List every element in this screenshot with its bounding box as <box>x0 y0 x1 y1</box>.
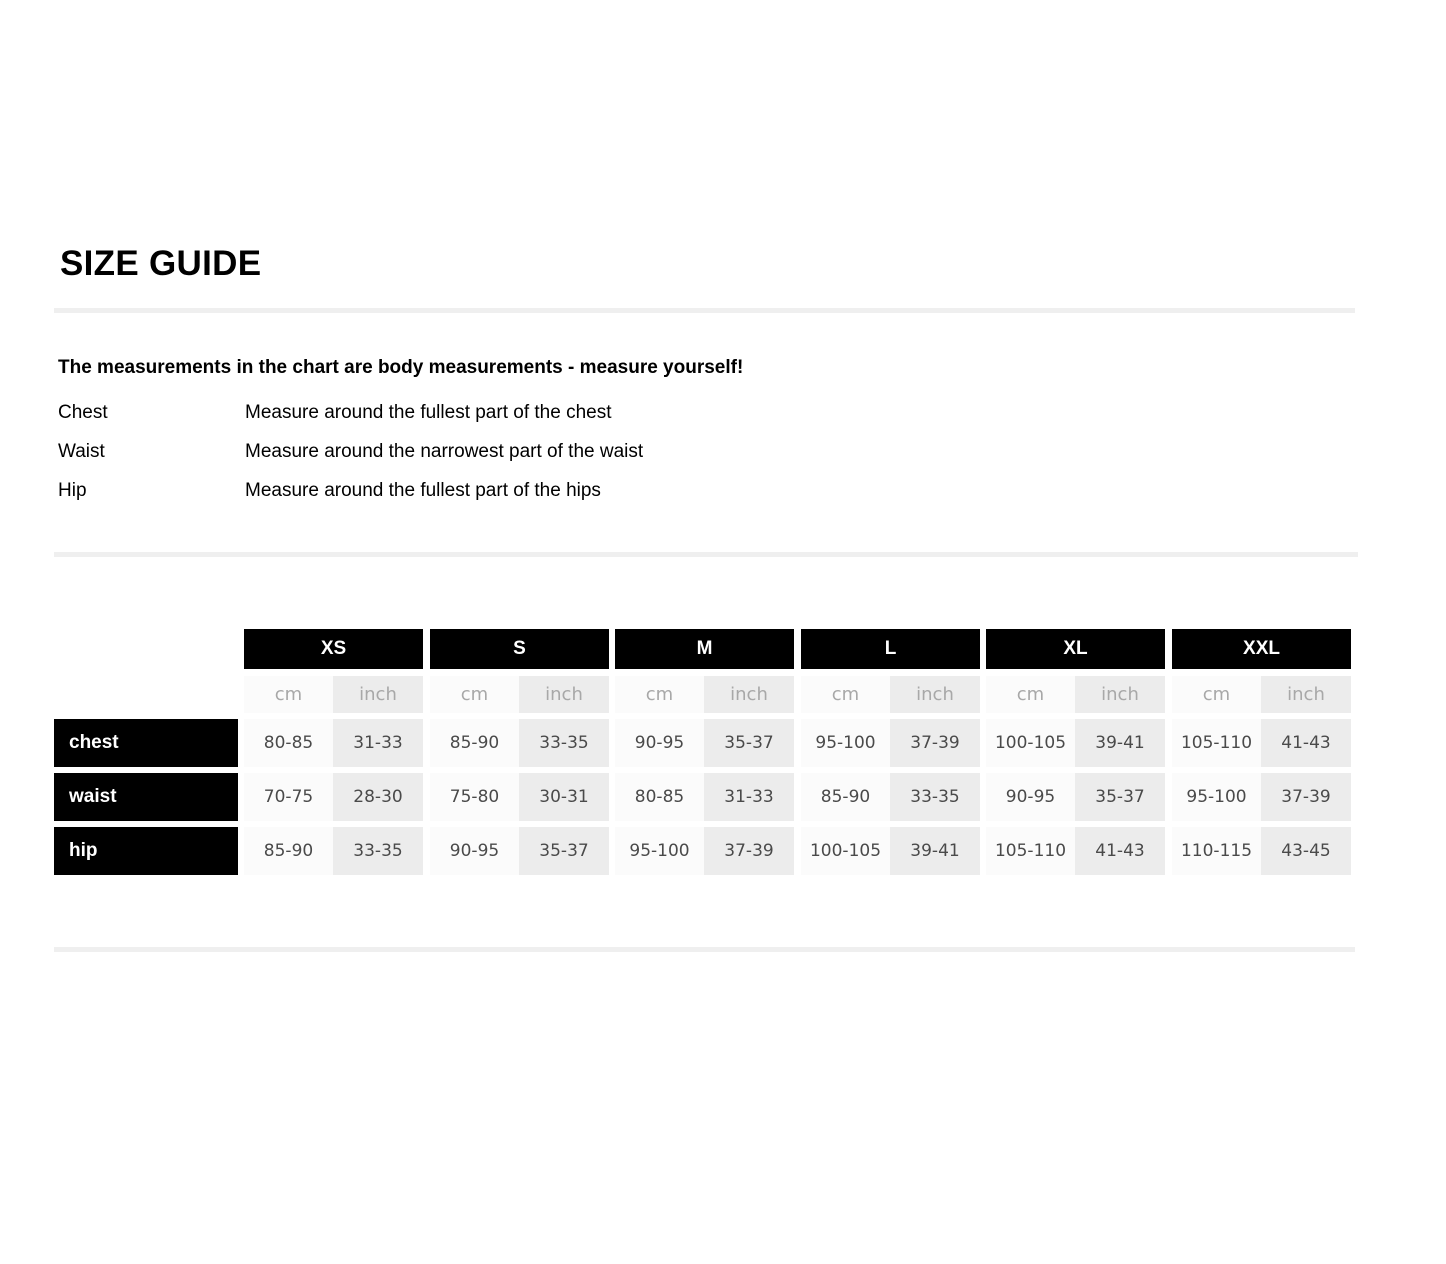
row-label-hip: hip <box>54 827 238 875</box>
size-header-xs: XS <box>244 629 423 669</box>
measure-description: Measure around the fullest part of the hips <box>245 480 601 501</box>
unit-label-inch: inch <box>1261 676 1351 713</box>
measure-description: Measure around the fullest part of the chest <box>245 402 612 423</box>
table-cell: 100-105 <box>986 719 1075 767</box>
table-cell: 35-37 <box>519 827 609 875</box>
divider <box>54 947 1355 952</box>
intro-text: The measurements in the chart are body measurements - measure yourself! <box>58 357 744 378</box>
table-cell: 35-37 <box>1075 773 1165 821</box>
unit-label-cm: cm <box>244 676 333 713</box>
table-cell: 95-100 <box>1172 773 1261 821</box>
table-cell: 33-35 <box>890 773 980 821</box>
measure-name: Waist <box>58 441 105 462</box>
size-header-xl: XL <box>986 629 1165 669</box>
divider <box>54 308 1355 313</box>
size-header-m: M <box>615 629 794 669</box>
table-cell: 33-35 <box>333 827 423 875</box>
measure-name: Chest <box>58 402 108 423</box>
unit-label-cm: cm <box>1172 676 1261 713</box>
table-cell: 39-41 <box>1075 719 1165 767</box>
unit-label-cm: cm <box>615 676 704 713</box>
table-cell: 31-33 <box>704 773 794 821</box>
unit-label-cm: cm <box>430 676 519 713</box>
size-header-l: L <box>801 629 980 669</box>
table-cell: 95-100 <box>801 719 890 767</box>
measure-description: Measure around the narrowest part of the waist <box>245 441 644 462</box>
unit-label-inch: inch <box>704 676 794 713</box>
table-cell: 85-90 <box>244 827 333 875</box>
divider <box>54 552 1358 557</box>
size-header-s: S <box>430 629 609 669</box>
row-label-chest: chest <box>54 719 238 767</box>
row-label-waist: waist <box>54 773 238 821</box>
table-cell: 30-31 <box>519 773 609 821</box>
table-cell: 95-100 <box>615 827 704 875</box>
table-cell: 90-95 <box>430 827 519 875</box>
unit-label-cm: cm <box>986 676 1075 713</box>
measure-name: Hip <box>58 480 87 501</box>
table-cell: 37-39 <box>1261 773 1351 821</box>
size-header-xxl: XXL <box>1172 629 1351 669</box>
table-cell: 80-85 <box>615 773 704 821</box>
table-cell: 31-33 <box>333 719 423 767</box>
table-cell: 90-95 <box>986 773 1075 821</box>
unit-label-inch: inch <box>890 676 980 713</box>
table-cell: 37-39 <box>890 719 980 767</box>
table-cell: 85-90 <box>430 719 519 767</box>
table-cell: 75-80 <box>430 773 519 821</box>
table-cell: 70-75 <box>244 773 333 821</box>
table-cell: 43-45 <box>1261 827 1351 875</box>
table-cell: 35-37 <box>704 719 794 767</box>
unit-label-inch: inch <box>1075 676 1165 713</box>
table-cell: 85-90 <box>801 773 890 821</box>
table-cell: 105-110 <box>1172 719 1261 767</box>
table-cell: 37-39 <box>704 827 794 875</box>
table-cell: 110-115 <box>1172 827 1261 875</box>
table-cell: 80-85 <box>244 719 333 767</box>
unit-label-cm: cm <box>801 676 890 713</box>
unit-label-inch: inch <box>333 676 423 713</box>
table-cell: 28-30 <box>333 773 423 821</box>
page-title: SIZE GUIDE <box>60 244 262 283</box>
table-cell: 41-43 <box>1075 827 1165 875</box>
table-cell: 90-95 <box>615 719 704 767</box>
table-cell: 100-105 <box>801 827 890 875</box>
table-cell: 41-43 <box>1261 719 1351 767</box>
unit-label-inch: inch <box>519 676 609 713</box>
table-cell: 33-35 <box>519 719 609 767</box>
table-cell: 105-110 <box>986 827 1075 875</box>
table-cell: 39-41 <box>890 827 980 875</box>
